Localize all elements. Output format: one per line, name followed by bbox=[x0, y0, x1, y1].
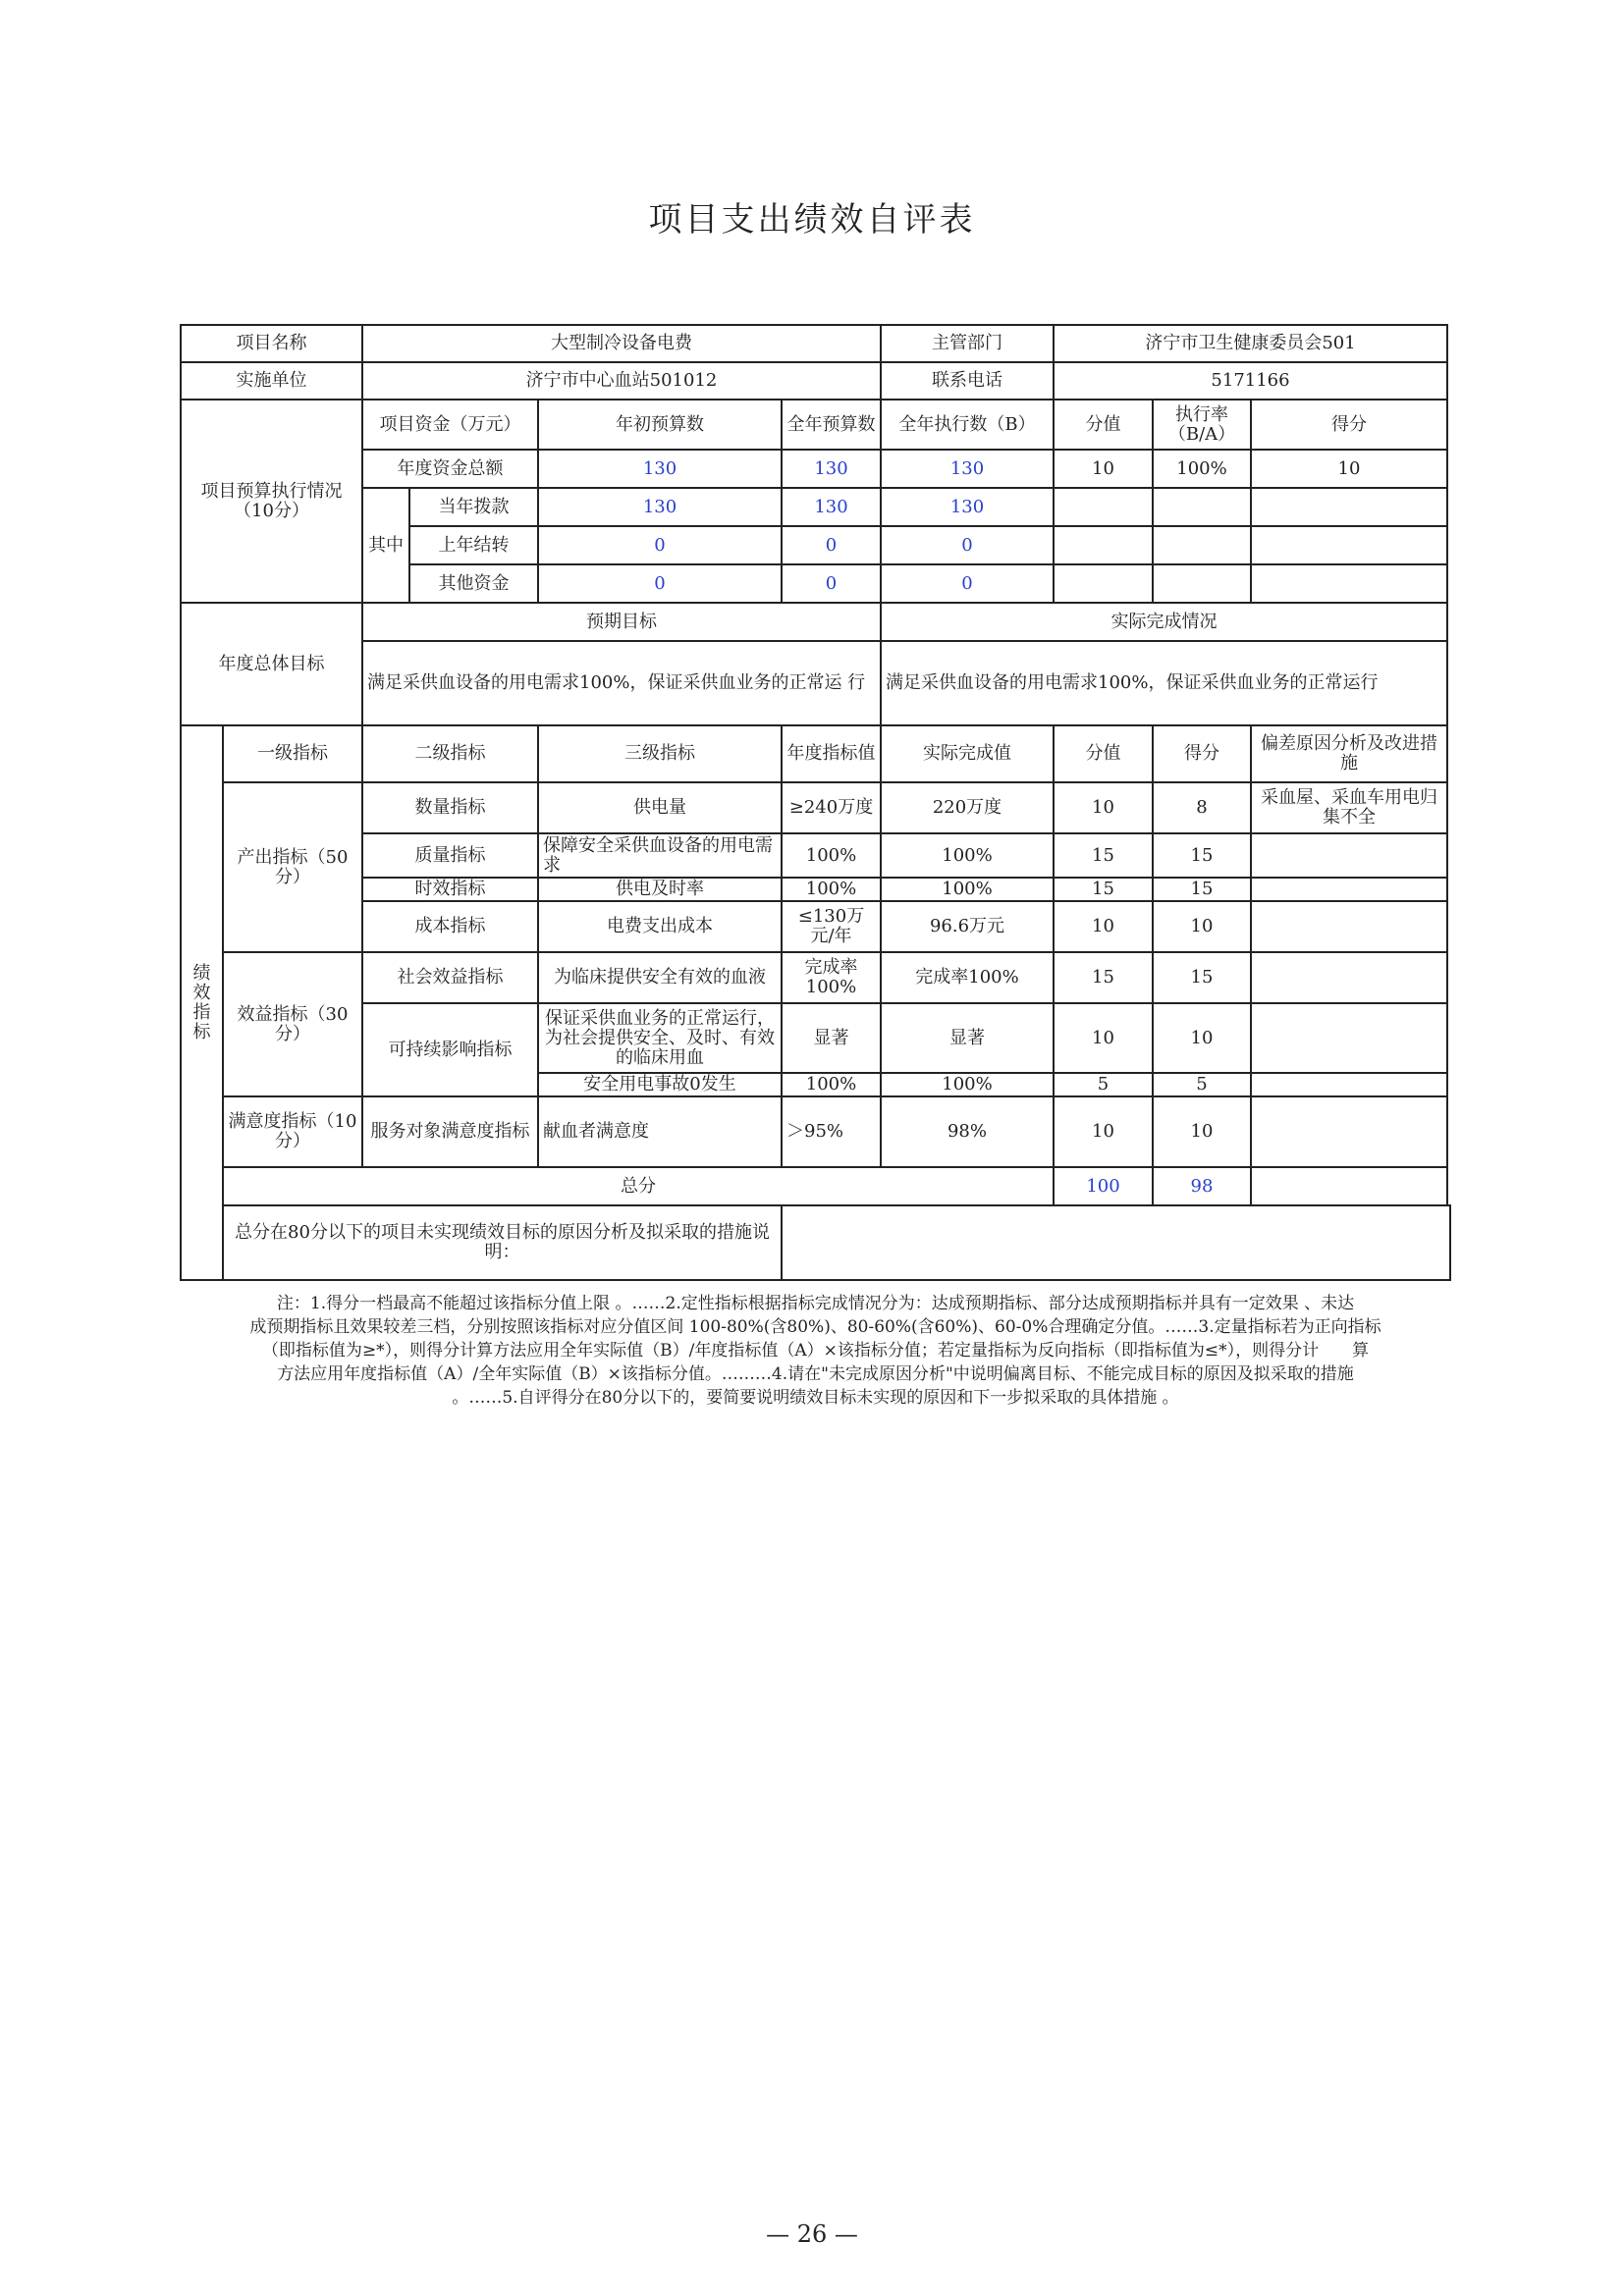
indicator-level2: 可持续影响指标 bbox=[362, 1003, 538, 1096]
budget-total-initial: 130 bbox=[538, 450, 782, 488]
page-number: — 26 — bbox=[766, 2220, 858, 2248]
budget-row-full-year: 130 bbox=[782, 488, 881, 526]
indicator-score: 5 bbox=[1153, 1073, 1251, 1096]
goals-actual-value: 满足采供血设备的用电需求100%，保证采供血业务的正常运行 bbox=[881, 641, 1447, 725]
goals-expected-label: 预期目标 bbox=[362, 603, 881, 641]
indicator-actual: 完成率100% bbox=[881, 952, 1054, 1003]
budget-row-exec: 0 bbox=[881, 564, 1054, 603]
total-score: 98 bbox=[1153, 1167, 1251, 1205]
budget-row-exec: 130 bbox=[881, 488, 1054, 526]
indicator-score: 15 bbox=[1153, 952, 1251, 1003]
indicator-value: 5 bbox=[1054, 1073, 1153, 1096]
budget-header-rate: 执行率（B/A） bbox=[1153, 400, 1251, 450]
indicator-reason bbox=[1251, 878, 1447, 901]
indicator-level2: 数量指标 bbox=[362, 782, 538, 833]
explain-value bbox=[782, 1205, 1450, 1280]
budget-header-fund: 项目资金（万元） bbox=[362, 400, 538, 450]
budget-row-empty bbox=[1153, 526, 1251, 564]
indicator-target: ≥240万度 bbox=[782, 782, 881, 833]
indicator-reason: 采血屋、采血车用电归集不全 bbox=[1251, 782, 1447, 833]
ind-header-target: 年度指标值 bbox=[782, 725, 881, 782]
indicator-level3: 保障安全采供血设备的用电需求 bbox=[538, 833, 782, 878]
indicator-score: 15 bbox=[1153, 878, 1251, 901]
budget-header-full-year: 全年预算数 bbox=[782, 400, 881, 450]
ind-header-score: 得分 bbox=[1153, 725, 1251, 782]
indicator-reason bbox=[1251, 1003, 1447, 1073]
indicator-actual: 100% bbox=[881, 1073, 1054, 1096]
budget-section-label: 项目预算执行情况（10分） bbox=[181, 400, 362, 603]
budget-total-full-year: 130 bbox=[782, 450, 881, 488]
indicator-actual: 100% bbox=[881, 878, 1054, 901]
budget-header-exec: 全年执行数（B） bbox=[881, 400, 1054, 450]
indicator-value: 10 bbox=[1054, 782, 1153, 833]
unit-label: 实施单位 bbox=[181, 362, 362, 400]
ind-header-score-value: 分值 bbox=[1054, 725, 1153, 782]
phone-label: 联系电话 bbox=[881, 362, 1054, 400]
indicator-value: 15 bbox=[1054, 952, 1153, 1003]
goals-section-label: 年度总体目标 bbox=[181, 603, 362, 725]
budget-total-label: 年度资金总额 bbox=[362, 450, 538, 488]
indicator-target: 完成率100% bbox=[782, 952, 881, 1003]
budget-among-label: 其中 bbox=[362, 488, 409, 603]
total-value: 100 bbox=[1054, 1167, 1153, 1205]
indicator-value: 10 bbox=[1054, 901, 1153, 952]
indicator-score: 10 bbox=[1153, 901, 1251, 952]
indicator-actual: 98% bbox=[881, 1096, 1054, 1167]
budget-row-empty bbox=[1153, 564, 1251, 603]
budget-total-score-value: 10 bbox=[1054, 450, 1153, 488]
indicator-level3: 供电量 bbox=[538, 782, 782, 833]
indicator-target: 100% bbox=[782, 833, 881, 878]
indicator-level3: 安全用电事故0发生 bbox=[538, 1073, 782, 1096]
project-name-value: 大型制冷设备电费 bbox=[362, 325, 881, 362]
indicators-section-label: 绩效指标 bbox=[181, 725, 223, 1280]
indicator-reason bbox=[1251, 1096, 1447, 1167]
budget-row-empty bbox=[1054, 564, 1153, 603]
indicator-score: 10 bbox=[1153, 1096, 1251, 1167]
budget-row-initial: 0 bbox=[538, 564, 782, 603]
budget-row-exec: 0 bbox=[881, 526, 1054, 564]
budget-row-empty bbox=[1251, 488, 1447, 526]
footnote-line: 方法应用年度指标值（A）/全年实际值（B）×该指标分值。………4.请在"未完成原因分析"中说明偏离目标、不能完成目标的原因及拟采取的措施 bbox=[277, 1364, 1354, 1384]
indicator-score: 8 bbox=[1153, 782, 1251, 833]
indicator-level3: 献血者满意度 bbox=[538, 1096, 782, 1167]
dept-label: 主管部门 bbox=[881, 325, 1054, 362]
ind-header-level2: 二级指标 bbox=[362, 725, 538, 782]
footnote-line: 。……5.自评得分在80分以下的，要简要说明绩效目标未实现的原因和下一步拟采取的具体措施 。 bbox=[452, 1388, 1179, 1408]
indicator-actual: 220万度 bbox=[881, 782, 1054, 833]
footnote-line: 成预期指标且效果较差三档，分别按照该指标对应分值区间 100-80%(含80%)、80-60%(含60%)、60-0%合理确定分值。……3.定量指标若为正向指标 bbox=[249, 1317, 1381, 1337]
project-name-label: 项目名称 bbox=[181, 325, 362, 362]
goals-expected-value: 满足采供血设备的用电需求100%，保证采供血业务的正常运 行 bbox=[362, 641, 881, 725]
phone-value: 5171166 bbox=[1054, 362, 1447, 400]
benefit-section-label: 效益指标（30分） bbox=[223, 952, 362, 1096]
budget-row-full-year: 0 bbox=[782, 564, 881, 603]
indicator-level2: 质量指标 bbox=[362, 833, 538, 878]
budget-row-empty bbox=[1054, 526, 1153, 564]
indicator-score: 10 bbox=[1153, 1003, 1251, 1073]
indicator-level3: 为临床提供安全有效的血液 bbox=[538, 952, 782, 1003]
unit-value: 济宁市中心血站501012 bbox=[362, 362, 881, 400]
footnote-line: 注：1.得分一档最高不能超过该指标分值上限 。……2.定性指标根据指标完成情况分为：达成预期指标、部分达成预期指标并具有一定效果 、未达 bbox=[276, 1294, 1355, 1313]
indicator-level2: 时效指标 bbox=[362, 878, 538, 901]
indicator-actual: 100% bbox=[881, 833, 1054, 878]
indicator-score: 15 bbox=[1153, 833, 1251, 878]
budget-row-full-year: 0 bbox=[782, 526, 881, 564]
indicator-target: 显著 bbox=[782, 1003, 881, 1073]
indicator-level2: 服务对象满意度指标 bbox=[362, 1096, 538, 1167]
budget-row-label: 其他资金 bbox=[409, 564, 538, 603]
budget-header-initial: 年初预算数 bbox=[538, 400, 782, 450]
budget-row-empty bbox=[1054, 488, 1153, 526]
indicator-level2: 社会效益指标 bbox=[362, 952, 538, 1003]
ind-header-actual: 实际完成值 bbox=[881, 725, 1054, 782]
indicator-reason bbox=[1251, 901, 1447, 952]
indicator-reason bbox=[1251, 952, 1447, 1003]
indicator-actual: 显著 bbox=[881, 1003, 1054, 1073]
ind-header-level3: 三级指标 bbox=[538, 725, 782, 782]
indicator-value: 15 bbox=[1054, 833, 1153, 878]
indicator-actual: 96.6万元 bbox=[881, 901, 1054, 952]
page-title: 项目支出绩效自评表 bbox=[648, 200, 976, 240]
indicator-target: 100% bbox=[782, 1073, 881, 1096]
indicator-value: 10 bbox=[1054, 1003, 1153, 1073]
evaluation-table bbox=[180, 324, 1451, 1281]
ind-header-reason: 偏差原因分析及改进措施 bbox=[1251, 725, 1447, 782]
dept-value: 济宁市卫生健康委员会501 bbox=[1054, 325, 1447, 362]
indicator-target: ＞95% bbox=[782, 1096, 881, 1167]
indicator-target: 100% bbox=[782, 878, 881, 901]
budget-row-empty bbox=[1251, 564, 1447, 603]
budget-row-initial: 0 bbox=[538, 526, 782, 564]
total-reason-empty bbox=[1251, 1167, 1447, 1205]
ind-header-level1: 一级指标 bbox=[223, 725, 362, 782]
budget-row-label: 当年拨款 bbox=[409, 488, 538, 526]
indicator-level3: 电费支出成本 bbox=[538, 901, 782, 952]
budget-row-label: 上年结转 bbox=[409, 526, 538, 564]
footnotes bbox=[180, 1292, 1451, 1410]
explain-label: 总分在80分以下的项目未实现绩效目标的原因分析及拟采取的措施说明： bbox=[223, 1205, 782, 1280]
indicator-value: 10 bbox=[1054, 1096, 1153, 1167]
budget-header-score-value: 分值 bbox=[1054, 400, 1153, 450]
budget-header-score: 得分 bbox=[1251, 400, 1447, 450]
indicator-reason bbox=[1251, 833, 1447, 878]
budget-total-exec: 130 bbox=[881, 450, 1054, 488]
output-section-label: 产出指标（50分） bbox=[223, 782, 362, 952]
indicator-reason bbox=[1251, 1073, 1447, 1096]
indicator-value: 15 bbox=[1054, 878, 1153, 901]
satisfaction-section-label: 满意度指标（10分） bbox=[223, 1096, 362, 1167]
footnote-line: （即指标值为≥*），则得分计算方法应用全年实际值（B）/年度指标值（A）×该指标分值；若定量指标为反向指标（即指标值为≤*），则得分计 算 bbox=[261, 1341, 1370, 1361]
indicator-target: ≤130万元/年 bbox=[782, 901, 881, 952]
indicator-level2: 成本指标 bbox=[362, 901, 538, 952]
budget-total-rate: 100% bbox=[1153, 450, 1251, 488]
budget-total-score: 10 bbox=[1251, 450, 1447, 488]
indicator-level3: 供电及时率 bbox=[538, 878, 782, 901]
indicator-level3: 保证采供血业务的正常运行，为社会提供安全、及时、有效的临床用血 bbox=[538, 1003, 782, 1073]
goals-actual-label: 实际完成情况 bbox=[881, 603, 1447, 641]
total-label: 总分 bbox=[223, 1167, 1054, 1205]
budget-row-empty bbox=[1153, 488, 1251, 526]
budget-row-empty bbox=[1251, 526, 1447, 564]
budget-row-initial: 130 bbox=[538, 488, 782, 526]
